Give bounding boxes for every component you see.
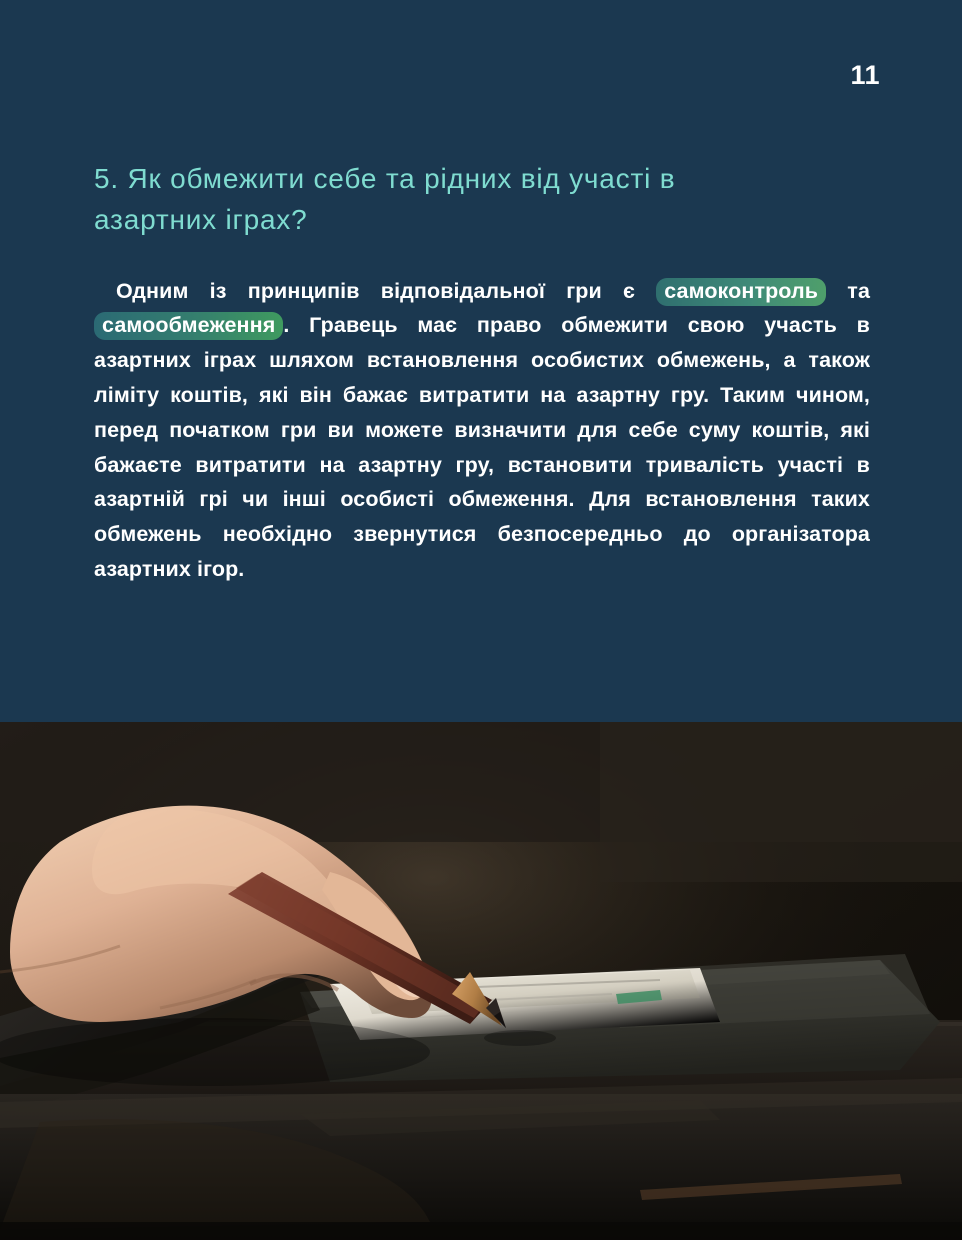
paragraph-part-1: Одним із принципів відповідальної гри є [116,278,657,303]
photo-illustration [0,722,962,1240]
paragraph-part-3: . Гравець має право обмежити свою участь в азартних іграх шляхом встановлення особистих обмежень, а також ліміту коштів, які він бажає витратити на азартну гру. Таким чином, перед початком гри ви можете визначити для себе суму коштів, які бажаєте витратити на азартну гру, встановити тривалість участі в азартній грі чи інші особисті обмеження. Для встановлення таких обмежень необхідно звернутися безпосередньо до організатора азартних ігор. [94,313,870,582]
hand-writing-with-pencil-on-notebook-photo [0,722,962,1240]
paragraph-part-2: та [826,278,870,303]
page-number: 11 [850,60,880,90]
body-paragraph [94,274,870,587]
highlight-self-control: самоконтроль [656,278,826,306]
page-title: 5. Як обмежити себе та рідних від участі в азартних іграх? [94,163,676,235]
highlight-self-limitation: самообмеження [94,312,283,340]
